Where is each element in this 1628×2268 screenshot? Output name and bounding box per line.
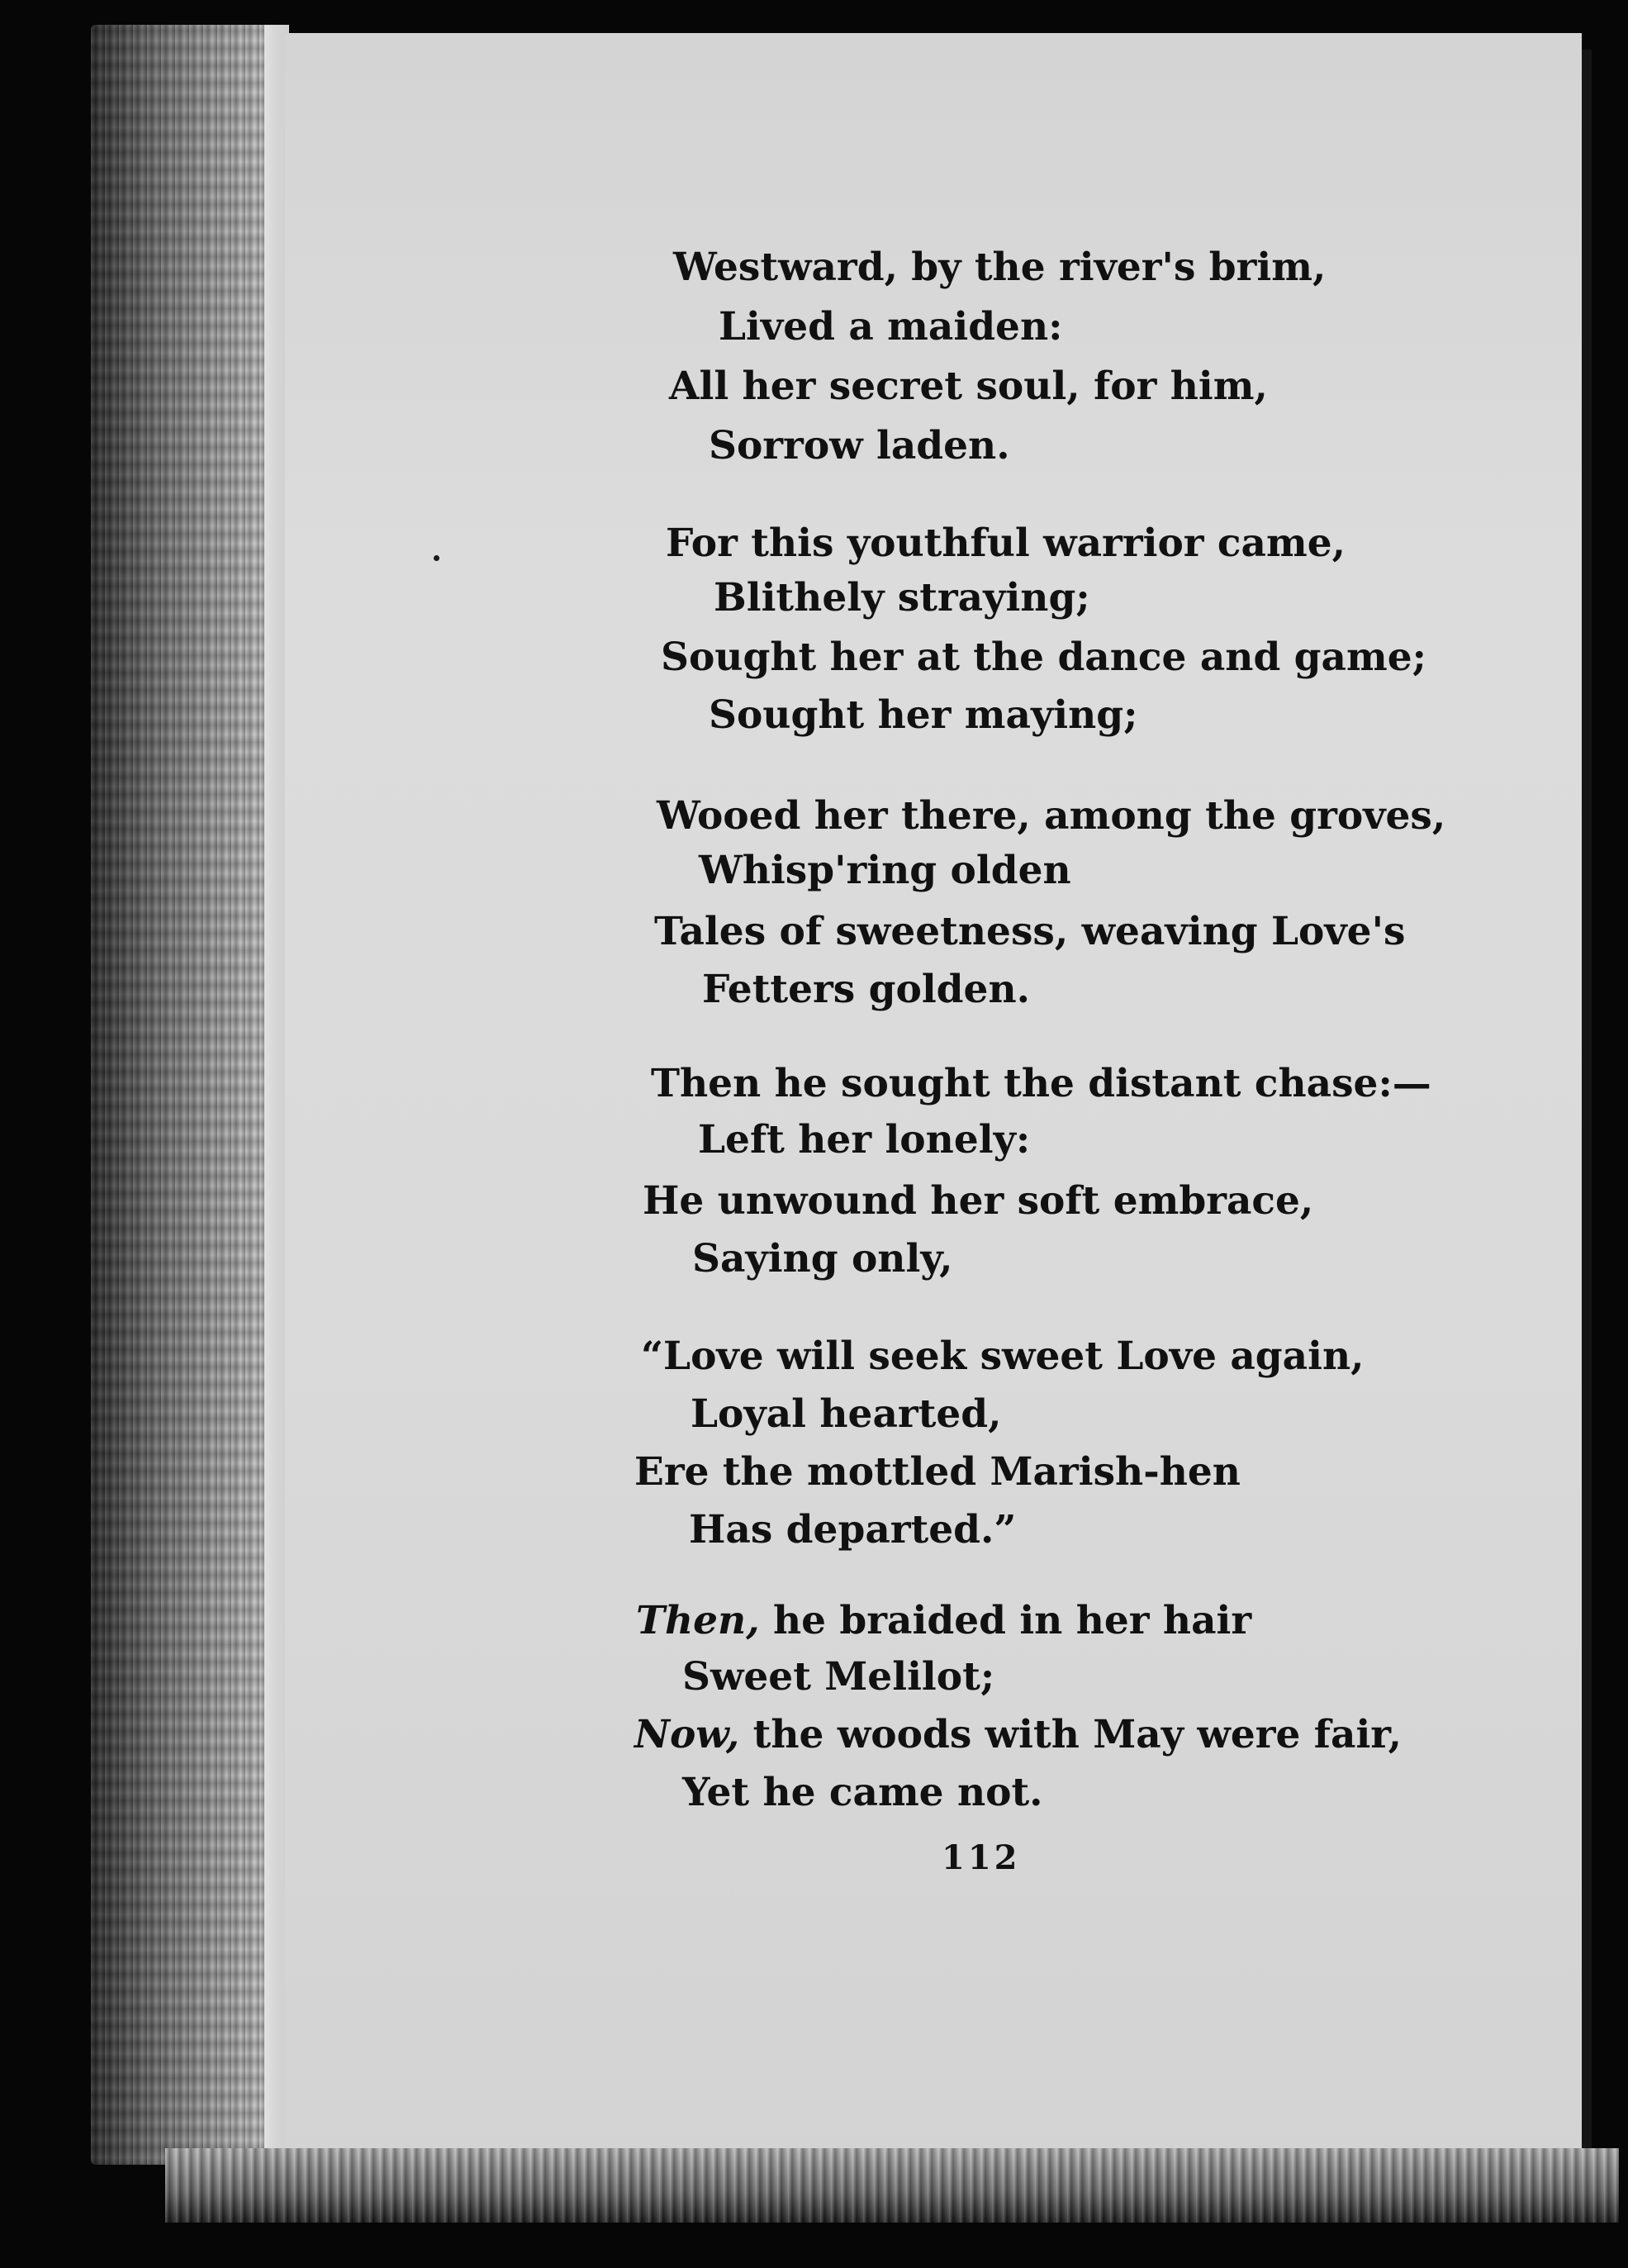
poem-line: All her secret soul, for him, <box>669 364 1268 409</box>
poem-line-rest: he braided in her hair <box>759 1598 1252 1643</box>
poem-line: Tales of sweetness, weaving Love's <box>654 909 1406 954</box>
poem-line-emphasis: Now, <box>634 1712 740 1757</box>
poem-line: Yet he came not. <box>682 1770 1043 1815</box>
poem-line: He unwound her soft embrace, <box>643 1178 1314 1224</box>
poem-line-rest: the woods with May were fair, <box>739 1712 1402 1757</box>
poem-line: Saying only, <box>692 1236 953 1281</box>
poem-line <box>636 1596 1251 1646</box>
poem-line: Left her lonely: <box>698 1117 1031 1163</box>
poem-line: Loyal hearted, <box>691 1391 1002 1437</box>
poem-line: For this youthful warrior came, <box>666 521 1346 566</box>
poem-line: Wooed her there, among the groves, <box>657 793 1446 839</box>
poem-line: “Love will seek sweet Love again, <box>641 1334 1365 1379</box>
poem-line: Has departed.” <box>689 1507 1017 1552</box>
poem-line: Westward, by the river's brim, <box>673 245 1327 290</box>
poem-line: Sorrow laden. <box>709 423 1010 468</box>
poem-line: Fetters golden. <box>702 967 1030 1012</box>
poem-line: Then he sought the distant chase:— <box>651 1061 1431 1106</box>
poem-line: Lived a maiden: <box>719 304 1063 349</box>
page-number: 112 <box>942 1838 1021 1877</box>
poem-line: Whisp'ring olden <box>699 848 1071 893</box>
poem-line: Sweet Melilot; <box>682 1654 995 1700</box>
poem-line: Blithely straying; <box>714 575 1090 620</box>
poem-line: Sought her at the dance and game; <box>661 635 1426 680</box>
poem-line: Sought her maying; <box>709 692 1138 738</box>
poem-line-emphasis: Then, <box>636 1598 760 1643</box>
poem-line: Ere the mottled Marish-hen <box>634 1449 1241 1495</box>
poem-line <box>634 1710 1402 1760</box>
